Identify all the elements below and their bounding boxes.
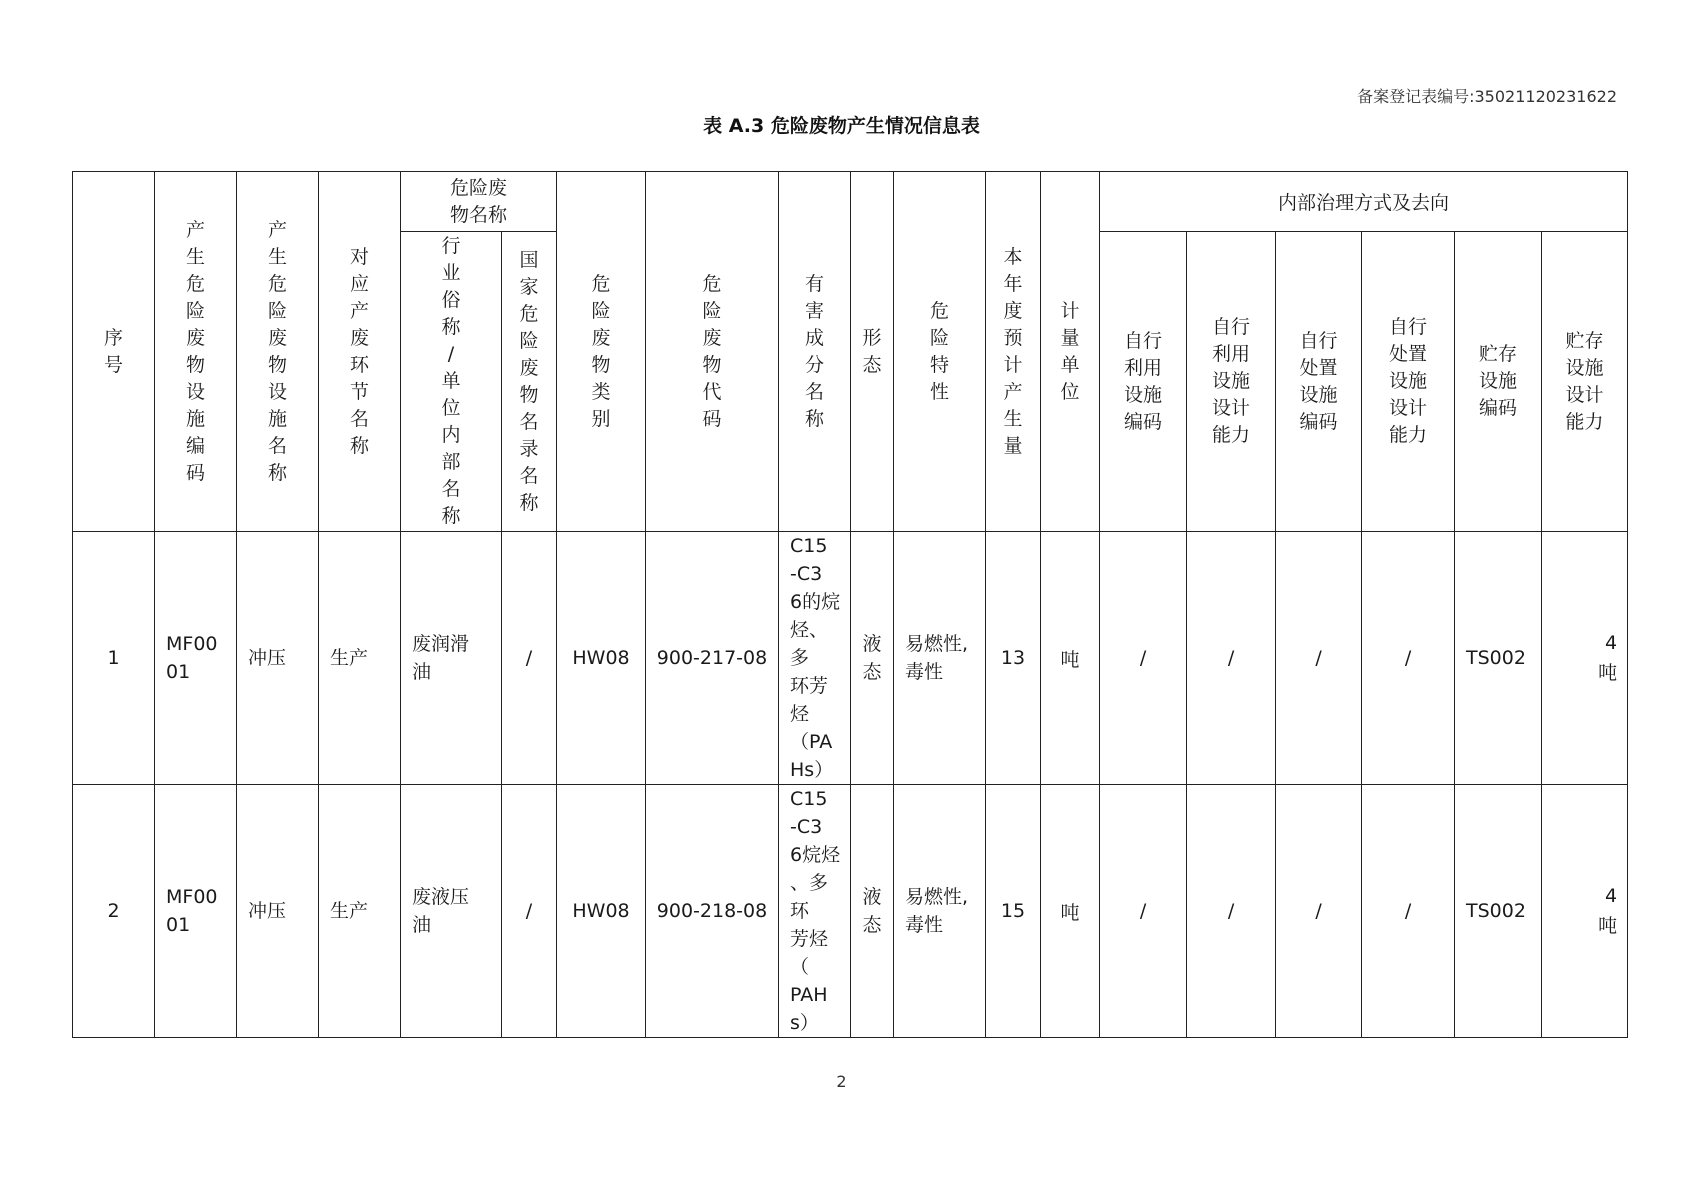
cell-storage-code: TS002: [1455, 785, 1542, 1038]
cell-storage-capacity: 4 吨: [1542, 532, 1628, 785]
header-self-use-code: 自行 利用 设施 编码: [1100, 232, 1187, 532]
registration-number: [1357, 84, 1617, 107]
cell-annual-amount: 15: [986, 785, 1041, 1038]
header-facility-name: 产 生 危 险 废 物 设 施 名 称: [237, 172, 319, 532]
header-form: 形 态: [851, 172, 894, 532]
cell-self-use-code: /: [1100, 785, 1187, 1038]
cell-category: HW08: [557, 785, 646, 1038]
cell-self-use-code: /: [1100, 532, 1187, 785]
cell-self-disposal-capacity: /: [1362, 785, 1455, 1038]
header-category: 危 险 废 物 类 别: [557, 172, 646, 532]
cell-process-name: 生产: [319, 532, 401, 785]
cell-hazardous-components: C15 -C3 6的烷 烃、多 环芳烃 （PA Hs）: [779, 532, 851, 785]
cell-facility-name: 冲压: [237, 785, 319, 1038]
cell-facility-code: MF00 01: [155, 532, 237, 785]
header-code: 危 险 废 物 代 码: [646, 172, 779, 532]
cell-code: 900-218-08: [646, 785, 779, 1038]
cell-form: 液 态: [851, 532, 894, 785]
cell-hazard-property: 易燃性, 毒性: [894, 532, 986, 785]
cell-national-name: /: [502, 785, 557, 1038]
cell-self-disposal-capacity: /: [1362, 532, 1455, 785]
header-industry-name: 行 业 俗 称 / 单 位 内 部 名 称: [401, 232, 502, 532]
cell-industry-name: 废液压 油: [401, 785, 502, 1038]
header-seq: 序 号: [73, 172, 155, 532]
cell-hazardous-components: C15 -C3 6烷烃 、多环 芳烃（ PAH s）: [779, 785, 851, 1038]
cell-hazard-property: 易燃性, 毒性: [894, 785, 986, 1038]
table-row: [73, 532, 1628, 785]
header-annual-amount: 本 年 度 预 计 产 生 量: [986, 172, 1041, 532]
registration-label: 备案登记表编号:: [1357, 87, 1475, 106]
cell-seq: 1: [73, 532, 155, 785]
header-self-use-capacity: 自行 利用 设施 设计 能力: [1187, 232, 1276, 532]
cell-unit: 吨: [1041, 785, 1100, 1038]
header-self-disposal-capacity: 自行 处置 设施 设计 能力: [1362, 232, 1455, 532]
header-internal-group: 内部治理方式及去向: [1100, 172, 1628, 232]
header-self-disposal-code: 自行 处置 设施 编码: [1276, 232, 1362, 532]
cell-self-use-capacity: /: [1187, 785, 1276, 1038]
header-hazardous-components: 有 害 成 分 名 称: [779, 172, 851, 532]
cell-industry-name: 废润滑 油: [401, 532, 502, 785]
cell-storage-code: TS002: [1455, 532, 1542, 785]
header-national-name: 国 家 危 险 废 物 名 录 名 称: [502, 232, 557, 532]
page-title: 表 A.3 危险废物产生情况信息表: [703, 115, 980, 137]
header-facility-code: 产 生 危 险 废 物 设 施 编 码: [155, 172, 237, 532]
cell-form: 液 态: [851, 785, 894, 1038]
header-process-name: 对 应 产 废 环 节 名 称: [319, 172, 401, 532]
cell-facility-code: MF00 01: [155, 785, 237, 1038]
cell-process-name: 生产: [319, 785, 401, 1038]
cell-code: 900-217-08: [646, 532, 779, 785]
hazardous-waste-table: [72, 171, 1628, 1038]
cell-self-disposal-code: /: [1276, 785, 1362, 1038]
header-waste-name-group: 危险废 物名称: [401, 172, 557, 232]
cell-seq: 2: [73, 785, 155, 1038]
header-unit: 计 量 单 位: [1041, 172, 1100, 532]
cell-unit: 吨: [1041, 532, 1100, 785]
cell-facility-name: 冲压: [237, 532, 319, 785]
cell-self-disposal-code: /: [1276, 532, 1362, 785]
cell-category: HW08: [557, 532, 646, 785]
cell-storage-capacity: 4 吨: [1542, 785, 1628, 1038]
header-storage-capacity: 贮存 设施 设计 能力: [1542, 232, 1628, 532]
cell-national-name: /: [502, 532, 557, 785]
header-storage-code: 贮存 设施 编码: [1455, 232, 1542, 532]
table-row: [73, 785, 1628, 1038]
cell-annual-amount: 13: [986, 532, 1041, 785]
cell-self-use-capacity: /: [1187, 532, 1276, 785]
page-number: 2: [836, 1072, 847, 1091]
header-hazard-property: 危 险 特 性: [894, 172, 986, 532]
registration-value: 35021120231622: [1474, 87, 1617, 106]
